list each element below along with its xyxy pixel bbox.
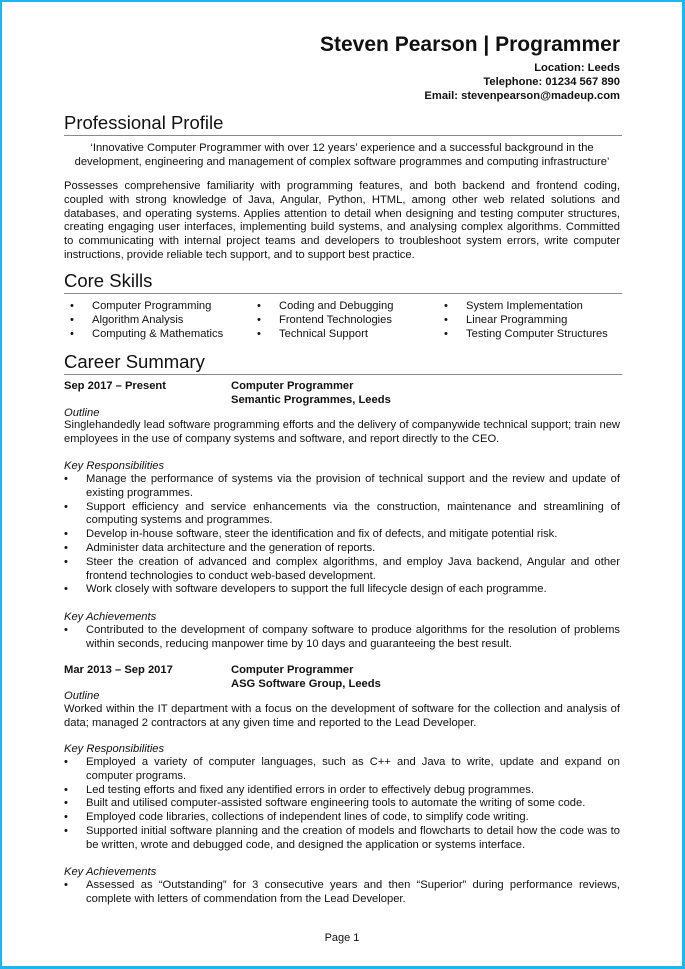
list-item: • Administer data architecture and the generation of reports.	[64, 542, 620, 556]
responsibilities-label: Key Responsibilities	[64, 743, 165, 755]
job-outline: Worked within the IT department with a focus on the development of software for the collection and analysis of data; managed 2 contractors at any given time and reported to the Lead Developer.	[64, 703, 620, 729]
job-dates: Mar 2013 – Sep 2017	[64, 664, 173, 676]
job-dates: Sep 2017 – Present	[64, 380, 166, 392]
outline-label: Outline	[64, 690, 100, 702]
skill-item: • Computing & Mathematics	[64, 327, 251, 341]
list-item: • Support efficiency and service enhancements via the construction, maintenance and streamlining of computing systems and programmes.	[64, 501, 620, 529]
job-company: ASG Software Group, Leeds	[231, 678, 381, 690]
outline-label: Outline	[64, 407, 100, 419]
skill-item: • Coding and Debugging	[251, 299, 438, 313]
skill-item: • Technical Support	[251, 327, 438, 341]
contact-telephone: Telephone: 01234 567 890	[483, 76, 620, 88]
section-heading-core-skills: Core Skills	[64, 270, 622, 294]
job-outline: Singlehandedly lead software programming efforts and the delivery of companywide technical support; train new employees in the use of company systems and software, and report directly to the CEO.	[64, 419, 620, 445]
contact-email[interactable]: Email: stevenpearson@madeup.com	[424, 90, 620, 102]
responsibilities-list	[64, 756, 620, 853]
contact-location: Location: Leeds	[534, 62, 620, 74]
profile-quote-line: development, engineering and management of complex software programmes and computing infrastructure’	[74, 156, 610, 168]
job-company: Semantic Programmes, Leeds	[231, 394, 391, 406]
list-item: • Employed code libraries, collections of independent lines of code, to simplify code writing.	[64, 811, 620, 825]
list-item: • Led testing efforts and fixed any identified errors in order to effectively debug programmes.	[64, 784, 620, 798]
list-item: • Work closely with software developers to support the full lifecycle design of each programme.	[64, 583, 620, 597]
section-heading-career-summary: Career Summary	[64, 351, 622, 375]
profile-summary: Possesses comprehensive familiarity with programming features, and both backend and frontend coding, coupled with strong knowledge of Java, Angular, Python, HTML, among other web related solutions and databases, and operating systems. Applies attention to detail when designing and testing computer structures, creating engaging user interfaces, implementing build systems, and analysing complex algorithms. Committed to communicating with internal project teams and developers to troubleshoot system errors, write computer instructions, provide reliable tech support, and to support best practice.	[64, 180, 620, 261]
responsibilities-label: Key Responsibilities	[64, 460, 165, 472]
job-title: Computer Programmer	[231, 664, 354, 676]
list-item: • Employed a variety of computer languages, such as C++ and Java to write, update and expand on computer programs.	[64, 756, 620, 784]
achievements-list	[64, 879, 620, 907]
profile-quote-line: ‘Innovative Computer Programmer with over 12 years’ experience and a successful background in the	[90, 142, 594, 154]
profile-quote	[64, 141, 620, 169]
list-item: • Develop in-house software, steer the identification and fix of defects, and mitigate potential risk.	[64, 528, 620, 542]
job-title: Computer Programmer	[231, 380, 354, 392]
list-item: • Steer the creation of advanced and complex algorithms, and employ Java backend, Angular and other frontend technologies to conduct web-based development.	[64, 556, 620, 584]
achievements-label: Key Achievements	[64, 611, 157, 623]
skill-item: • Testing Computer Structures	[438, 327, 620, 341]
list-item: • Built and utilised computer-assisted software engineering tools to automate the writing of some code.	[64, 797, 620, 811]
skills-column	[251, 299, 438, 341]
candidate-name-title: Steven Pearson | Programmer	[320, 33, 620, 56]
list-item: • Contributed to the development of company software to produce algorithms for the resolution of problems within seconds, reducing manpower time by 10 days and guaranteeing the best result.	[64, 624, 620, 652]
skills-list	[64, 299, 620, 341]
list-item: • Manage the performance of systems via the provision of technical support and the review and update of existing programmes.	[64, 473, 620, 501]
skill-item: • Frontend Technologies	[251, 313, 438, 327]
section-heading-professional-profile: Professional Profile	[64, 112, 622, 136]
skill-item: • System Implementation	[438, 299, 620, 313]
contact-details	[424, 61, 620, 103]
list-item: • Assessed as “Outstanding” for 3 consecutive years and then “Superior” during performance reviews, complete with letters of commendation from the Lead Developer.	[64, 879, 620, 907]
responsibilities-list	[64, 473, 620, 597]
page-number: Page 1	[324, 932, 360, 944]
list-item: • Supported initial software planning and the creation of models and flowcharts to detail how the code was to be written, wrote and debugged code, and designed the application or systems interface.	[64, 825, 620, 853]
skills-column	[438, 299, 620, 341]
skill-item: • Computer Programming	[64, 299, 251, 313]
achievements-list	[64, 624, 620, 652]
achievements-label: Key Achievements	[64, 866, 157, 878]
skill-item: • Algorithm Analysis	[64, 313, 251, 327]
skills-column	[64, 299, 251, 341]
skill-item: • Linear Programming	[438, 313, 620, 327]
